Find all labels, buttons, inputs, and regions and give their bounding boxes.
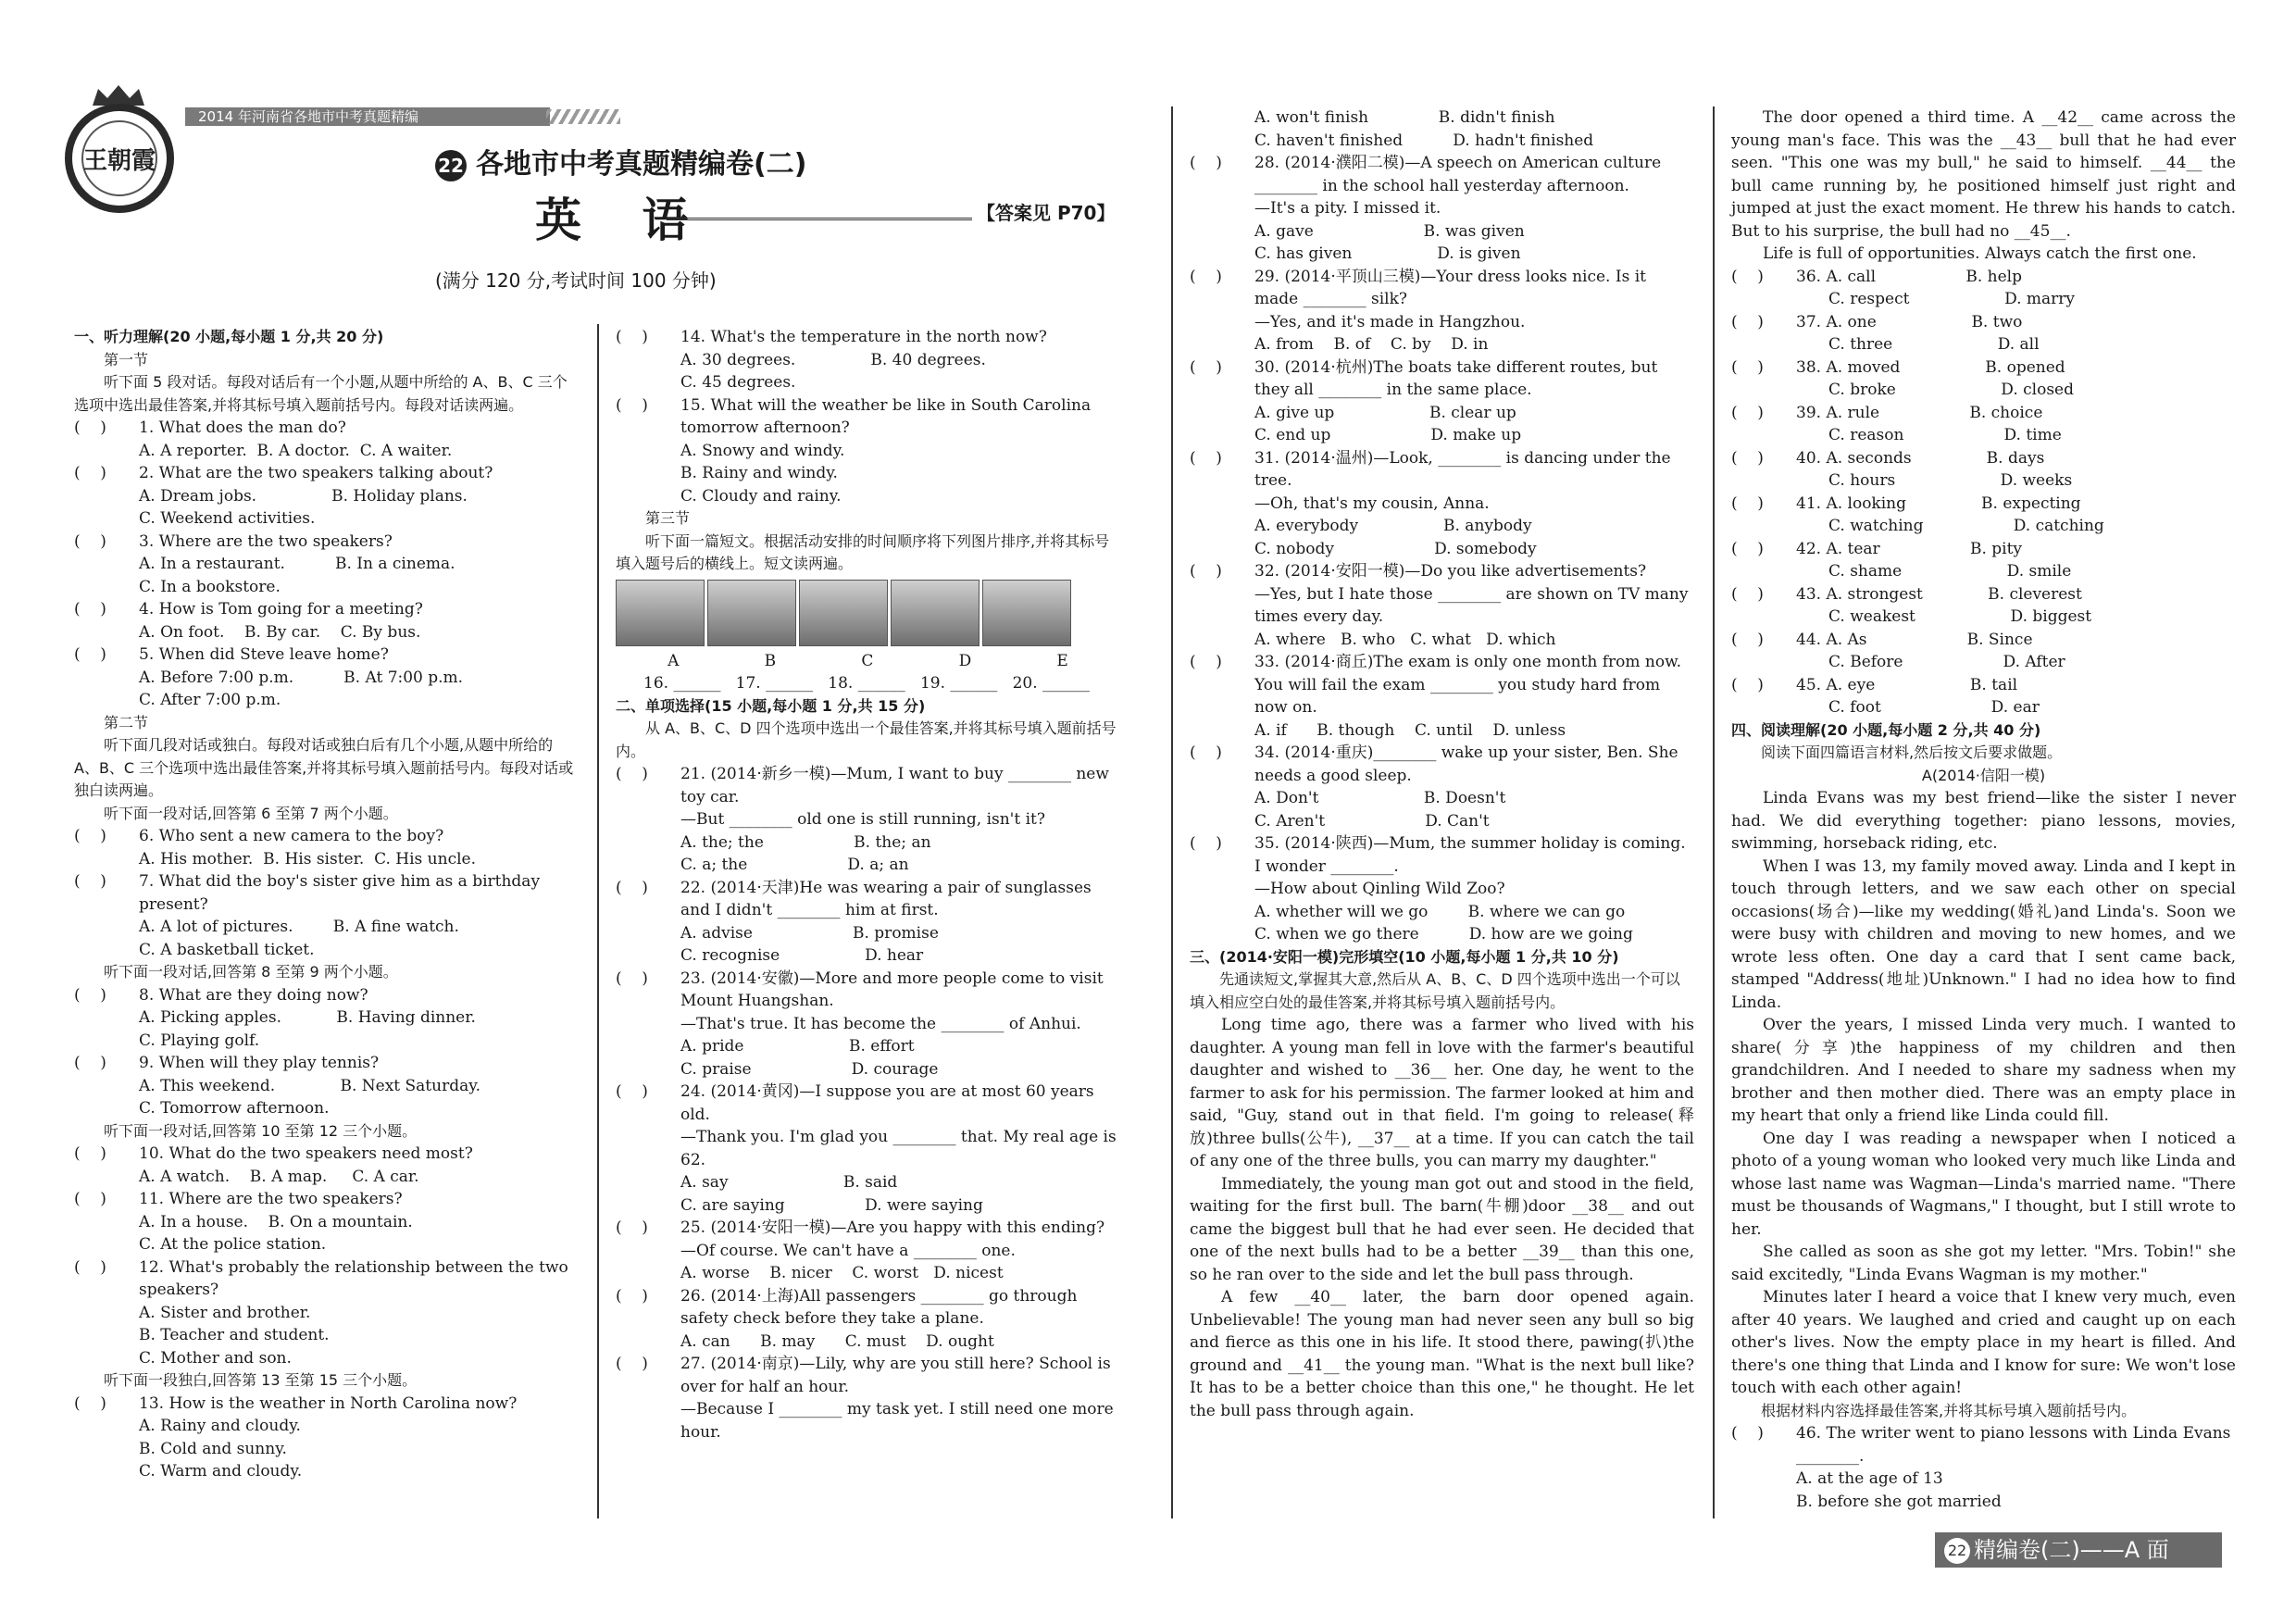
question: ( ) 34. (2014·重庆)________ wake up your sister, Ben. She needs a good sleep. xyxy=(1190,744,1678,785)
column-divider xyxy=(597,324,599,1518)
options: C. After 7:00 p.m. xyxy=(139,691,281,709)
instructions: 听下面一篇短文。根据活动安排的时间顺序将下列图片排序,并将其标号填入题号后的横线上。短文读两遍。 xyxy=(616,531,1110,572)
options: A. Picking apples. B. Having dinner. xyxy=(139,1008,476,1027)
question: ( ) 44. A. As B. Since xyxy=(1731,630,2033,649)
exam-info: (满分 120 分,考试时间 100 分钟) xyxy=(435,269,717,292)
passage-paragraph: Immediately, the young man got out and stood in the field, waiting for the first bull. The barn(牛棚)door __38__ and out came the biggest bull that he had ever seen. He decided that one of the next bulls had to be a better __39__ than this one, so he ran over to the side and let the bull pass through. xyxy=(1190,1174,1694,1284)
options: C. when we go there D. how are we going xyxy=(1254,925,1633,943)
options: A. won't finish B. didn't finish xyxy=(1254,108,1555,127)
instructions: 听下面一段对话,回答第 10 至第 12 三个小题。 xyxy=(104,1121,418,1140)
question: ( ) 43. A. strongest B. cleverest xyxy=(1731,584,2082,604)
question: ( ) 15. What will the weather be like in South Carolina tomorrow afternoon? xyxy=(616,395,1092,437)
question: ( ) 2. What are the two speakers talking about? xyxy=(74,464,493,482)
question-line: —Thank you. I'm glad you ________ that. My real age is 62. xyxy=(680,1128,1117,1169)
options: C. hours D. weeks xyxy=(1828,471,2073,490)
question-line: —Oh, that's my cousin, Anna. xyxy=(1254,494,1490,513)
column-divider xyxy=(1713,106,1715,1518)
options: A. On foot. B. By car. C. By bus. xyxy=(139,622,421,642)
footer-label: 精编卷(二)——A 面 xyxy=(1974,1537,2169,1563)
options: C. 45 degrees. xyxy=(680,373,796,392)
options: A. give up B. clear up xyxy=(1254,403,1516,422)
options: A. His mother. B. His sister. C. His uncle. xyxy=(139,849,476,868)
picture-label: B xyxy=(764,651,777,670)
section-heading: 四、阅读理解(20 小题,每小题 2 分,共 40 分) xyxy=(1731,720,2041,739)
footer-volume-badge: 22 xyxy=(1944,1538,1970,1564)
options: A. advise B. promise xyxy=(680,923,939,943)
question: ( ) 26. (2014·上海)All passengers ________ go through safety check before they take a plane. xyxy=(616,1286,1078,1328)
column-3 xyxy=(1190,106,1694,1422)
options: B. Cold and sunny. xyxy=(139,1439,287,1458)
question: ( ) 12. What's probably the relationship between the two speakers? xyxy=(74,1257,568,1299)
question: ( ) 33. (2014·商丘)The exam is only one month from now. You will fail the exam ________ you study hard from now on. xyxy=(1190,653,1682,717)
question: ( ) 27. (2014·南京)—Lily, why are you still here? School is over for half an hour. xyxy=(616,1355,1111,1396)
options: C. a; the D. a; an xyxy=(680,856,909,874)
question: ( ) 42. A. tear B. pity xyxy=(1731,539,2023,558)
options: C. has given D. is given xyxy=(1254,244,1521,263)
picture-e xyxy=(982,580,1071,646)
question: ( ) 38. A. moved B. opened xyxy=(1731,357,2065,377)
question: ( ) 23. (2014·安徽)—More and more people come to visit Mount Huangshan. xyxy=(616,968,1104,1010)
answer-blanks: 16. ______ 17. ______ 18. ______ 19. ______ 20. ______ xyxy=(643,674,1091,693)
column-4 xyxy=(1731,106,2236,1513)
options: A. Sister and brother. xyxy=(139,1303,311,1322)
question: ( ) 7. What did the boy's sister give him as a birthday present? xyxy=(74,872,541,914)
answer-reference: 【答案见 P70】 xyxy=(977,202,1116,224)
section-heading: 二、单项选择(15 小题,每小题 1 分,共 15 分) xyxy=(616,696,926,715)
question: ( ) 46. The writer went to piano lessons with Linda Evans ________. xyxy=(1731,1424,2231,1466)
options: C. Warm and cloudy. xyxy=(139,1462,303,1481)
subsection-heading: 第二节 xyxy=(104,713,149,731)
options: C. At the police station. xyxy=(139,1235,327,1254)
options: C. recognise D. hear xyxy=(680,946,924,965)
question-line: —Yes, and it's made in Hangzhou. xyxy=(1254,312,1526,331)
instructions: 根据材料内容选择最佳答案,并将其标号填入题前括号内。 xyxy=(1761,1401,2137,1419)
options: A. whether will we go B. where we can go xyxy=(1254,902,1626,921)
options: A. everybody B. anybody xyxy=(1254,517,1532,535)
section-heading: 一、听力理解(20 小题,每小题 1 分,共 20 分) xyxy=(74,328,384,345)
options: A. 30 degrees. B. 40 degrees. xyxy=(680,350,986,369)
subsection-heading: 第三节 xyxy=(645,509,691,527)
instructions: 听下面一段独白,回答第 13 至第 15 三个小题。 xyxy=(104,1371,418,1389)
volume-title-text: 各地市中考真题精编卷(二) xyxy=(476,148,807,181)
picture-label: E xyxy=(1056,651,1068,670)
passage-paragraph: She called as soon as she got my letter. "Mrs. Tobin!" she said excitedly, "Linda Evans Wagman is my mother." xyxy=(1731,1243,2236,1284)
options: A. Before 7:00 p.m. B. At 7:00 p.m. xyxy=(139,668,464,687)
passage-paragraph: One day I was reading a newspaper when I noticed a photo of a young woman who looked very much like Linda and whose last name was Wagman—Linda's married name. "There must be thousands of Wagmans," I thought, but I still wrote to her. xyxy=(1731,1129,2236,1239)
options: A. This weekend. B. Next Saturday. xyxy=(139,1076,480,1095)
options: C. Playing golf. xyxy=(139,1031,260,1050)
options: A. In a restaurant. B. In a cinema. xyxy=(139,555,455,573)
picture-strip xyxy=(616,580,1120,646)
options: A. In a house. B. On a mountain. xyxy=(139,1212,413,1231)
question-line: —It's a pity. I missed it. xyxy=(1254,199,1441,218)
question: ( ) 22. (2014·天津)He was wearing a pair of sunglasses and I didn't ________ him at first. xyxy=(616,878,1092,919)
question: ( ) 13. How is the weather in North Carolina now? xyxy=(74,1393,518,1413)
options: A. the; the B. the; an xyxy=(680,832,931,852)
passage-paragraph: When I was 13, my family moved away. Linda and I kept in touch through letters, and we saw each other on special occasions(场合)—like my wedding(婚礼)and Linda's. Soon we were busy with children and moving to new homes, and we wrote less often. One day a card that I sent came back, stamped "Address(地址)Unknown." I had no idea how to find Linda. xyxy=(1731,856,2236,1012)
picture-a xyxy=(616,580,705,646)
instructions: 听下面几段对话或独白。每段对话或独白后有几个小题,从题中所给的 A、B、C 三个选项中选出最佳答案,并将其标号填入题前括号内。每段对话或独白读两遍。 xyxy=(74,736,574,799)
question: ( ) 36. A. call B. help xyxy=(1731,267,2022,286)
options: A. A reporter. B. A doctor. C. A waiter. xyxy=(139,441,453,460)
options: A. Dream jobs. B. Holiday plans. xyxy=(139,486,468,506)
options: C. A basketball ticket. xyxy=(139,940,315,959)
passage-paragraph: The door opened a third time. A __42__ came across the young man's face. This was the __43__ bull that he had ever seen. "This one was my bull," he said to himself. __44__ the bull came running by, he positioned himself just right and jumped at just the exact moment. He threw his hands to catch. But to his surprise, the bull had no __45__. xyxy=(1731,108,2236,241)
column-divider xyxy=(1171,106,1173,1518)
options: C. Weekend activities. xyxy=(139,509,316,528)
series-banner: 2014 年河南省各地市中考真题精编 xyxy=(185,107,550,126)
brand-logo xyxy=(65,104,174,213)
options: C. shame D. smile xyxy=(1828,562,2072,581)
options: A. gave B. was given xyxy=(1254,221,1525,241)
options: C. respect D. marry xyxy=(1828,290,2076,308)
question: ( ) 10. What do the two speakers need most? xyxy=(74,1144,473,1163)
subsection-heading: 第一节 xyxy=(104,350,149,369)
instructions: 从 A、B、C、D 四个选项中选出一个最佳答案,并将其标号填入题前括号内。 xyxy=(616,719,1117,760)
question: ( ) 8. What are they doing now? xyxy=(74,985,368,1005)
question: ( ) 30. (2014·杭州)The boats take different routes, but they all ________ in the same place. xyxy=(1190,357,1658,399)
section-heading: 三、(2014·安阳一模)完形填空(10 小题,每小题 1 分,共 10 分) xyxy=(1190,947,1619,966)
volume-title xyxy=(435,141,806,181)
options: C. watching D. catching xyxy=(1828,517,2104,535)
options: A. say B. said xyxy=(680,1173,898,1192)
picture-label: D xyxy=(958,651,972,670)
question: ( ) 40. A. seconds B. days xyxy=(1731,448,2045,468)
options: A. where B. who C. what D. which xyxy=(1254,630,1556,649)
page-footer xyxy=(1935,1532,2222,1568)
question: ( ) 32. (2014·安阳一模)—Do you like advertisements? xyxy=(1190,562,1647,581)
question-line: —Because I ________ my task yet. I still need one more hour. xyxy=(680,1400,1114,1442)
question: ( ) 21. (2014·新乡一模)—Mum, I want to buy ________ new toy car. xyxy=(616,765,1109,806)
options: A. worse B. nicer C. worst D. nicest xyxy=(680,1264,1004,1282)
passage-paragraph: Life is full of opportunities. Always catch the first one. xyxy=(1763,244,2197,263)
options: A. Don't B. Doesn't xyxy=(1254,789,1506,807)
title-rule xyxy=(667,218,972,220)
options: A. Rainy and cloudy. xyxy=(139,1417,301,1435)
question: ( ) 35. (2014·陕西)—Mum, the summer holiday is coming. I wonder ________. xyxy=(1190,834,1686,876)
picture-c xyxy=(799,580,888,646)
options: A. can B. may C. must D. ought xyxy=(680,1331,994,1351)
options: C. Before D. After xyxy=(1828,653,2065,671)
question: ( ) 14. What's the temperature in the north now? xyxy=(616,328,1047,346)
options: C. nobody D. somebody xyxy=(1254,539,1537,558)
options: A. if B. though C. until D. unless xyxy=(1254,720,1566,740)
options: C. Tomorrow afternoon. xyxy=(139,1099,330,1118)
options: C. foot D. ear xyxy=(1828,698,2040,717)
picture-d xyxy=(891,580,980,646)
options: C. praise D. courage xyxy=(680,1059,939,1079)
options: B. before she got married xyxy=(1796,1492,2002,1511)
options: C. In a bookstore. xyxy=(139,577,281,596)
banner-stripes xyxy=(546,109,620,124)
passage-title: A(2014·信阳一模) xyxy=(1921,766,2046,784)
passage-paragraph: Over the years, I missed Linda very much. I wanted to share(分享)the happiness of my children and then grandchildren. And I needed to share my sadness when my brother and then mother died. There was an empty place in my heart that only a friend like Linda could fill. xyxy=(1731,1016,2236,1125)
question: ( ) 4. How is Tom going for a meeting? xyxy=(74,600,423,619)
column-2 xyxy=(616,326,1120,1443)
question: ( ) 25. (2014·安阳一模)—Are you happy with this ending? xyxy=(616,1218,1105,1237)
options: C. weakest D. biggest xyxy=(1828,607,2092,626)
question: ( ) 9. When will they play tennis? xyxy=(74,1054,380,1072)
options: C. end up D. make up xyxy=(1254,426,1522,444)
options: C. three D. all xyxy=(1828,335,2040,354)
question-line: —But ________ old one is still running, isn't it? xyxy=(680,810,1045,829)
options: C. broke D. closed xyxy=(1828,381,2074,399)
volume-number-badge: 22 xyxy=(435,150,467,181)
options: C. Aren't D. Can't xyxy=(1254,811,1490,831)
picture-labels xyxy=(616,650,1120,673)
instructions: 听下面一段对话,回答第 8 至第 9 两个小题。 xyxy=(104,963,398,981)
subject-title: 英 语 xyxy=(535,194,711,247)
question: ( ) 31. (2014·温州)—Look, ________ is dancing under the tree. xyxy=(1190,448,1671,490)
question: ( ) 45. A. eye B. tail xyxy=(1731,675,2018,694)
picture-label: A xyxy=(668,651,680,670)
options: B. Rainy and windy. xyxy=(680,464,838,482)
passage-paragraph: Long time ago, there was a farmer who lived with his daughter. A young man fell in love with the farmer's beautiful daughter and wished to __36__ her. One day, he went to the farmer to ask for his permission. The farmer looked at him and said, "Guy, stand out in that field. I'm going to release(释放)three bulls(公牛), __37__ at a time. If you can catch the tail of any one of the three bulls, you can marry my daughter." xyxy=(1190,1016,1694,1170)
instructions: 听下面一段对话,回答第 6 至第 7 两个小题。 xyxy=(104,804,398,822)
question: ( ) 6. Who sent a new camera to the boy? xyxy=(74,827,444,845)
question: ( ) 39. A. rule B. choice xyxy=(1731,403,2043,422)
question-line: —That's true. It has become the ________ of Anhui. xyxy=(680,1014,1081,1033)
instructions: 阅读下面四篇语言材料,然后按文后要求做题。 xyxy=(1761,744,2063,761)
question-line: —How about Qinling Wild Zoo? xyxy=(1254,880,1505,898)
passage-paragraph: A few __40__ later, the barn door opened again. Unbelievable! The young man had never seen any bull so big and fierce as this one in his life. It stood there, pawing(扒)the ground and __41__ the young man. "What is the next bull like? It has to be a better choice than this one," he thought. He let the bull pass through again. xyxy=(1190,1288,1694,1420)
options: C. reason D. time xyxy=(1828,426,2062,444)
question: ( ) 41. A. looking B. expecting xyxy=(1731,494,2081,513)
question-line: —Yes, but I hate those ________ are shown on TV many times every day. xyxy=(1254,584,1689,626)
column-1 xyxy=(74,326,579,1483)
options: C. haven't finished D. hadn't finished xyxy=(1254,131,1594,150)
question: ( ) 1. What does the man do? xyxy=(74,419,346,437)
options: A. A watch. B. A map. C. A car. xyxy=(139,1167,419,1186)
passage-paragraph: Linda Evans was my best friend—like the sister I never had. We did everything together: piano lessons, movies, swimming, horseback riding, etc. xyxy=(1731,789,2236,853)
question: ( ) 37. A. one B. two xyxy=(1731,312,2023,331)
question: ( ) 3. Where are the two speakers? xyxy=(74,531,393,551)
options: A. Snowy and windy. xyxy=(680,441,845,460)
logo-text: 王朝霞 xyxy=(81,120,157,196)
question: ( ) 28. (2014·濮阳二模)—A speech on American culture ________ in the school hall yesterday afternoon. xyxy=(1190,154,1662,195)
options: C. Mother and son. xyxy=(139,1348,292,1368)
question: ( ) 11. Where are the two speakers? xyxy=(74,1190,403,1208)
options: A. pride B. effort xyxy=(680,1037,915,1056)
question: ( ) 29. (2014·平顶山三模)—Your dress looks nice. Is it made ________ silk? xyxy=(1190,267,1646,308)
question: ( ) 5. When did Steve leave home? xyxy=(74,645,389,664)
options: C. are saying D. were saying xyxy=(680,1195,983,1215)
passage-paragraph: Minutes later I heard a voice that I knew very much, even after 40 years. We laughed and cried and caught up on each other's lives. Now the empty place in my heart is filled. And there's one thing that Linda and I know for sure: We won't lose touch with each other again! xyxy=(1731,1288,2236,1397)
instructions: 先通读短文,掌握其大意,然后从 A、B、C、D 四个选项中选出一个可以填入相应空白处的最佳答案,并将其标号填入题前括号内。 xyxy=(1190,970,1680,1011)
question-line: —Of course. We can't have a ________ one. xyxy=(680,1241,1016,1260)
options: A. A lot of pictures. B. A fine watch. xyxy=(139,918,459,936)
options: B. Teacher and student. xyxy=(139,1326,330,1344)
picture-label: C xyxy=(861,651,874,670)
options: A. from B. of C. by D. in xyxy=(1254,335,1489,354)
instructions: 听下面 5 段对话。每段对话后有一个小题,从题中所给的 A、B、C 三个选项中选出最佳答案,并将其标号填入题前括号内。每段对话读两遍。 xyxy=(74,373,568,414)
options: A. at the age of 13 xyxy=(1796,1469,1943,1488)
question: ( ) 24. (2014·黄冈)—I suppose you are at most 60 years old. xyxy=(616,1082,1094,1124)
picture-b xyxy=(707,580,796,646)
options: C. Cloudy and rainy. xyxy=(680,486,842,506)
